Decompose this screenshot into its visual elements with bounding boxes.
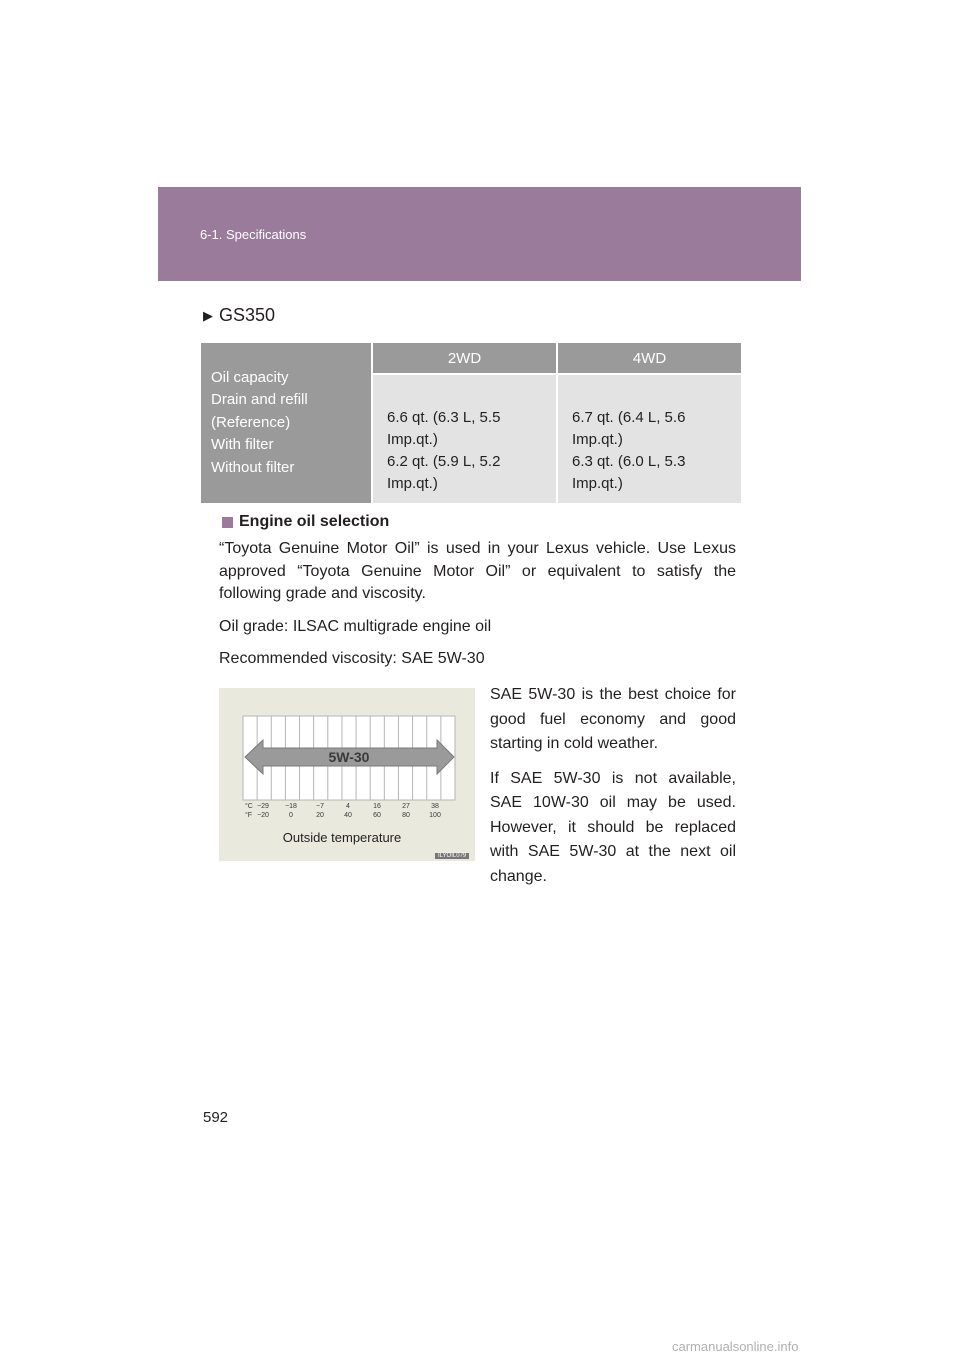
side-text xyxy=(490,683,736,899)
model-title: GS350 xyxy=(219,305,276,325)
figure-caption: Outside temperature xyxy=(282,830,402,845)
celsius-tick-label: 38 xyxy=(431,803,439,810)
fahrenheit-unit: °F xyxy=(245,812,253,819)
without-filter-value: 6.2 qt. (5.9 L, 5.2 Imp.qt.) xyxy=(387,453,501,492)
celsius-tick-label: 16 xyxy=(373,803,381,810)
grade-text: Oil grade: ILSAC multigrade engine oil xyxy=(219,618,492,635)
row-labels xyxy=(201,343,373,503)
without-filter-value: 6.3 qt. (6.0 L, 5.3 Imp.qt.) xyxy=(572,453,686,492)
row-label: (Reference) xyxy=(211,413,291,431)
triangle-bullet-icon: ▶ xyxy=(203,307,213,323)
grade-line xyxy=(219,616,736,639)
column-header-4wd: 4WD xyxy=(558,343,741,375)
celsius-tick-label: −7 xyxy=(316,803,324,810)
row-label: Drain and refill xyxy=(211,391,308,409)
square-bullet-icon xyxy=(222,517,233,528)
celsius-unit: °C xyxy=(245,803,253,810)
fahrenheit-tick-label: −20 xyxy=(257,812,269,819)
celsius-tick-label: −29 xyxy=(257,803,269,810)
cell-4wd xyxy=(558,375,741,503)
fahrenheit-tick-label: 40 xyxy=(344,812,352,819)
celsius-tick-label: 27 xyxy=(402,803,410,810)
viscosity-chart-figure xyxy=(219,688,475,861)
oil-capacity-table xyxy=(201,343,741,503)
row-label: Oil capacity xyxy=(211,368,289,386)
fahrenheit-tick-label: 0 xyxy=(289,812,293,819)
side-paragraph-1: SAE 5W-30 is the best choice for good fuel economy and good starting in cold weather. xyxy=(490,686,736,752)
section-label: 6-1. Specifications xyxy=(200,227,307,242)
cell-2wd xyxy=(373,375,558,503)
celsius-tick-label: −18 xyxy=(285,803,297,810)
fahrenheit-tick-label: 80 xyxy=(402,812,410,819)
model-heading xyxy=(203,305,275,326)
with-filter-value: 6.6 qt. (6.3 L, 5.5 Imp.qt.) xyxy=(387,409,501,448)
row-label: With filter xyxy=(211,436,274,454)
intro-text: “Toyota Genuine Motor Oil” is used in your Lexus vehicle. Use Lexus approved “Toyota Genuine Motor Oil” or equivalent to satisfy the following grade and viscosity. xyxy=(219,540,736,602)
side-paragraph-2: If SAE 5W-30 is not available, SAE 10W-30 oil may be used. However, it should be replaced with SAE 5W-30 at the next oil change. xyxy=(490,769,736,885)
column-header-2wd: 2WD xyxy=(373,343,558,375)
band-label: 5W-30 xyxy=(328,749,370,765)
page-number: 592 xyxy=(203,1109,229,1126)
viscosity-text: Recommended viscosity: SAE 5W-30 xyxy=(219,650,485,667)
oil-selection-title: Engine oil selection xyxy=(239,513,390,530)
intro-paragraph xyxy=(219,538,736,606)
celsius-tick-label: 4 xyxy=(346,803,350,810)
fahrenheit-tick-label: 60 xyxy=(373,812,381,819)
header-band xyxy=(158,187,801,281)
fahrenheit-tick-label: 20 xyxy=(316,812,324,819)
fahrenheit-tick-label: 100 xyxy=(429,812,441,819)
temperature-labels xyxy=(257,803,441,819)
oil-selection-heading xyxy=(222,513,389,531)
with-filter-value: 6.7 qt. (6.4 L, 5.6 Imp.qt.) xyxy=(572,409,686,448)
figure-code: ILYOIL079 xyxy=(435,853,469,859)
watermark: carmanualsonline.info xyxy=(672,1339,799,1354)
row-label: Without filter xyxy=(211,458,295,476)
viscosity-line xyxy=(219,648,736,671)
